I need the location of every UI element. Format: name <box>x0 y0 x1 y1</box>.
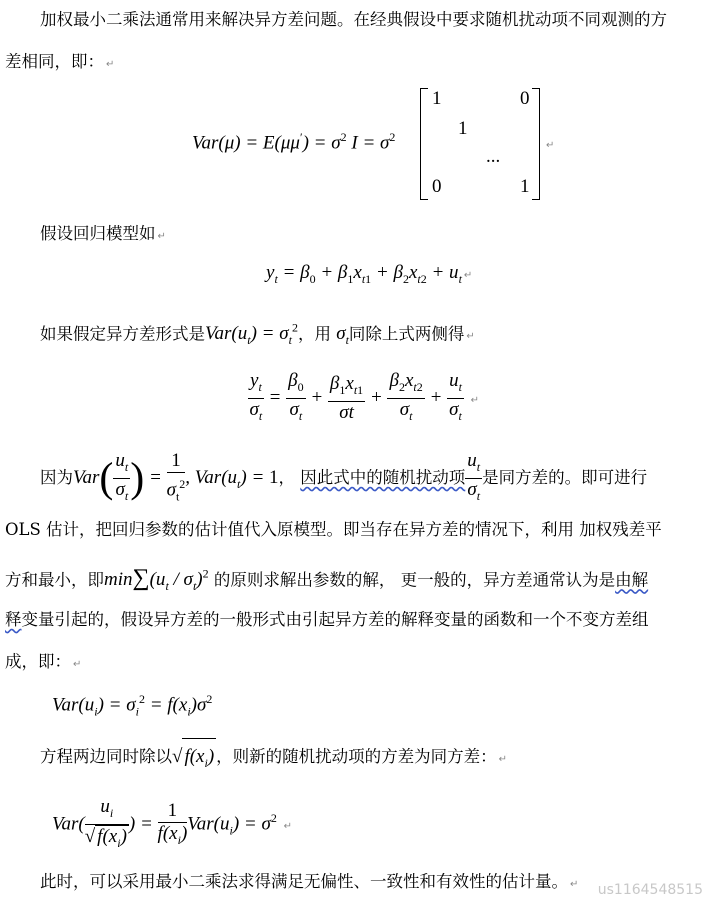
hetero-assumption: 如果假定异方差形式是$Var(u_t) = \sigma_t^2$，用 $\sigma_t$同除上式两侧得 ↵ <box>40 321 475 348</box>
pilcrow-icon: ↵ <box>470 394 480 406</box>
equation-weighted-model: $\frac{y_t}{\sigma_t}$ = $\frac{\beta_0}{\sigma_t}$ + $\frac{\beta_1x_{t1}}{\sigma t}$ + $\frac{\beta_2x_{t2}}{\sigma_t}$ + $\frac{u_t}{\sigma_t}$ ↵ <box>249 370 480 423</box>
matrix-left-bracket <box>420 88 428 200</box>
pilcrow-icon: ↵ <box>283 821 293 833</box>
ols-line-2: 方和最小，即$\min\sum(u_t / \sigma_t)^2$ 的原则求解出参数的解， 更一般的，异方差通常认为是由解 <box>5 565 649 594</box>
matrix-cell: 0 <box>520 88 530 109</box>
divide-sqrt-text: 方程两边同时除以√ $f(x_i)$ ，则新的随机扰动项的方差为同方差： ↵ <box>40 738 507 781</box>
conclusion: 此时，可以采用最小二乘法求得满足无偏性、一致性和有效性的估计量。 ↵ <box>40 872 579 891</box>
pilcrow-icon: ↵ <box>466 331 475 343</box>
identity-matrix <box>420 88 540 200</box>
equation-variance-matrix: $Var(\mu) = E(\mu\mu') = \sigma^2$ $I = \sigma^2$ <box>192 130 396 154</box>
matrix-right-bracket <box>532 88 540 200</box>
pilcrow-icon: ↵ <box>157 231 166 242</box>
model-intro: 假设回归模型如 ↵ <box>40 224 166 243</box>
equation-regression-model: $y_t = \beta_0 + \beta_1x_{t1} + \beta_2x_{t2} + u_t$ ↵ <box>266 262 473 286</box>
ols-line-3: 释变量引起的，假设异方差的一般形式由引起异方差的解释变量的函数和一个不变方差组 <box>5 610 649 629</box>
homoscedastic-argument: 因为Var( $\frac{u_t}{\sigma_t}$ ) = $\frac{1}{\sigma_t^2}$ , $Var(u_t) = 1$， 因此式中的随机扰动项 $\frac{u_t}{\sigma_t}$ 是同方差的。即可进行 <box>40 450 648 504</box>
watermark: us1164548515 <box>597 882 703 898</box>
pilcrow-icon: ↵ <box>73 659 82 670</box>
ols-line-1: OLS 估计，把回归参数的估计值代入原模型。即当存在异方差的情况下，利用 加权残差平 <box>5 520 662 539</box>
pilcrow-icon: ↵ <box>463 270 473 281</box>
intro-line-1: 加权最小二乘法通常用来解决异方差问题。在经典假设中要求随机扰动项不同观测的方 <box>40 10 667 29</box>
matrix-cell: 1 <box>520 176 530 197</box>
pilcrow-icon: ↵ <box>570 879 579 890</box>
pilcrow-icon: ↵ <box>498 754 508 765</box>
matrix-cell: 0 <box>432 176 442 197</box>
matrix-cell: 1 <box>432 88 442 109</box>
pilcrow-icon: ↵ <box>106 59 115 70</box>
intro-line-2: 差相同，即： ↵ <box>5 52 115 71</box>
equation-general-hetero: $Var(u_i) = \sigma_i^2 = f(x_i)\sigma^2$ <box>52 692 213 719</box>
equation-transformed-variance: Var( $\frac{u_i}{√ f(x_i)}$ ) = $\frac{1}{f(x_i)}$ $Var(u_i) = \sigma^2$ ↵ <box>52 796 292 854</box>
matrix-cell: ... <box>486 146 501 167</box>
matrix-cell: 1 <box>458 118 468 139</box>
pilcrow-icon: ↵ <box>546 140 555 151</box>
ols-line-4: 成，即： ↵ <box>5 652 82 671</box>
